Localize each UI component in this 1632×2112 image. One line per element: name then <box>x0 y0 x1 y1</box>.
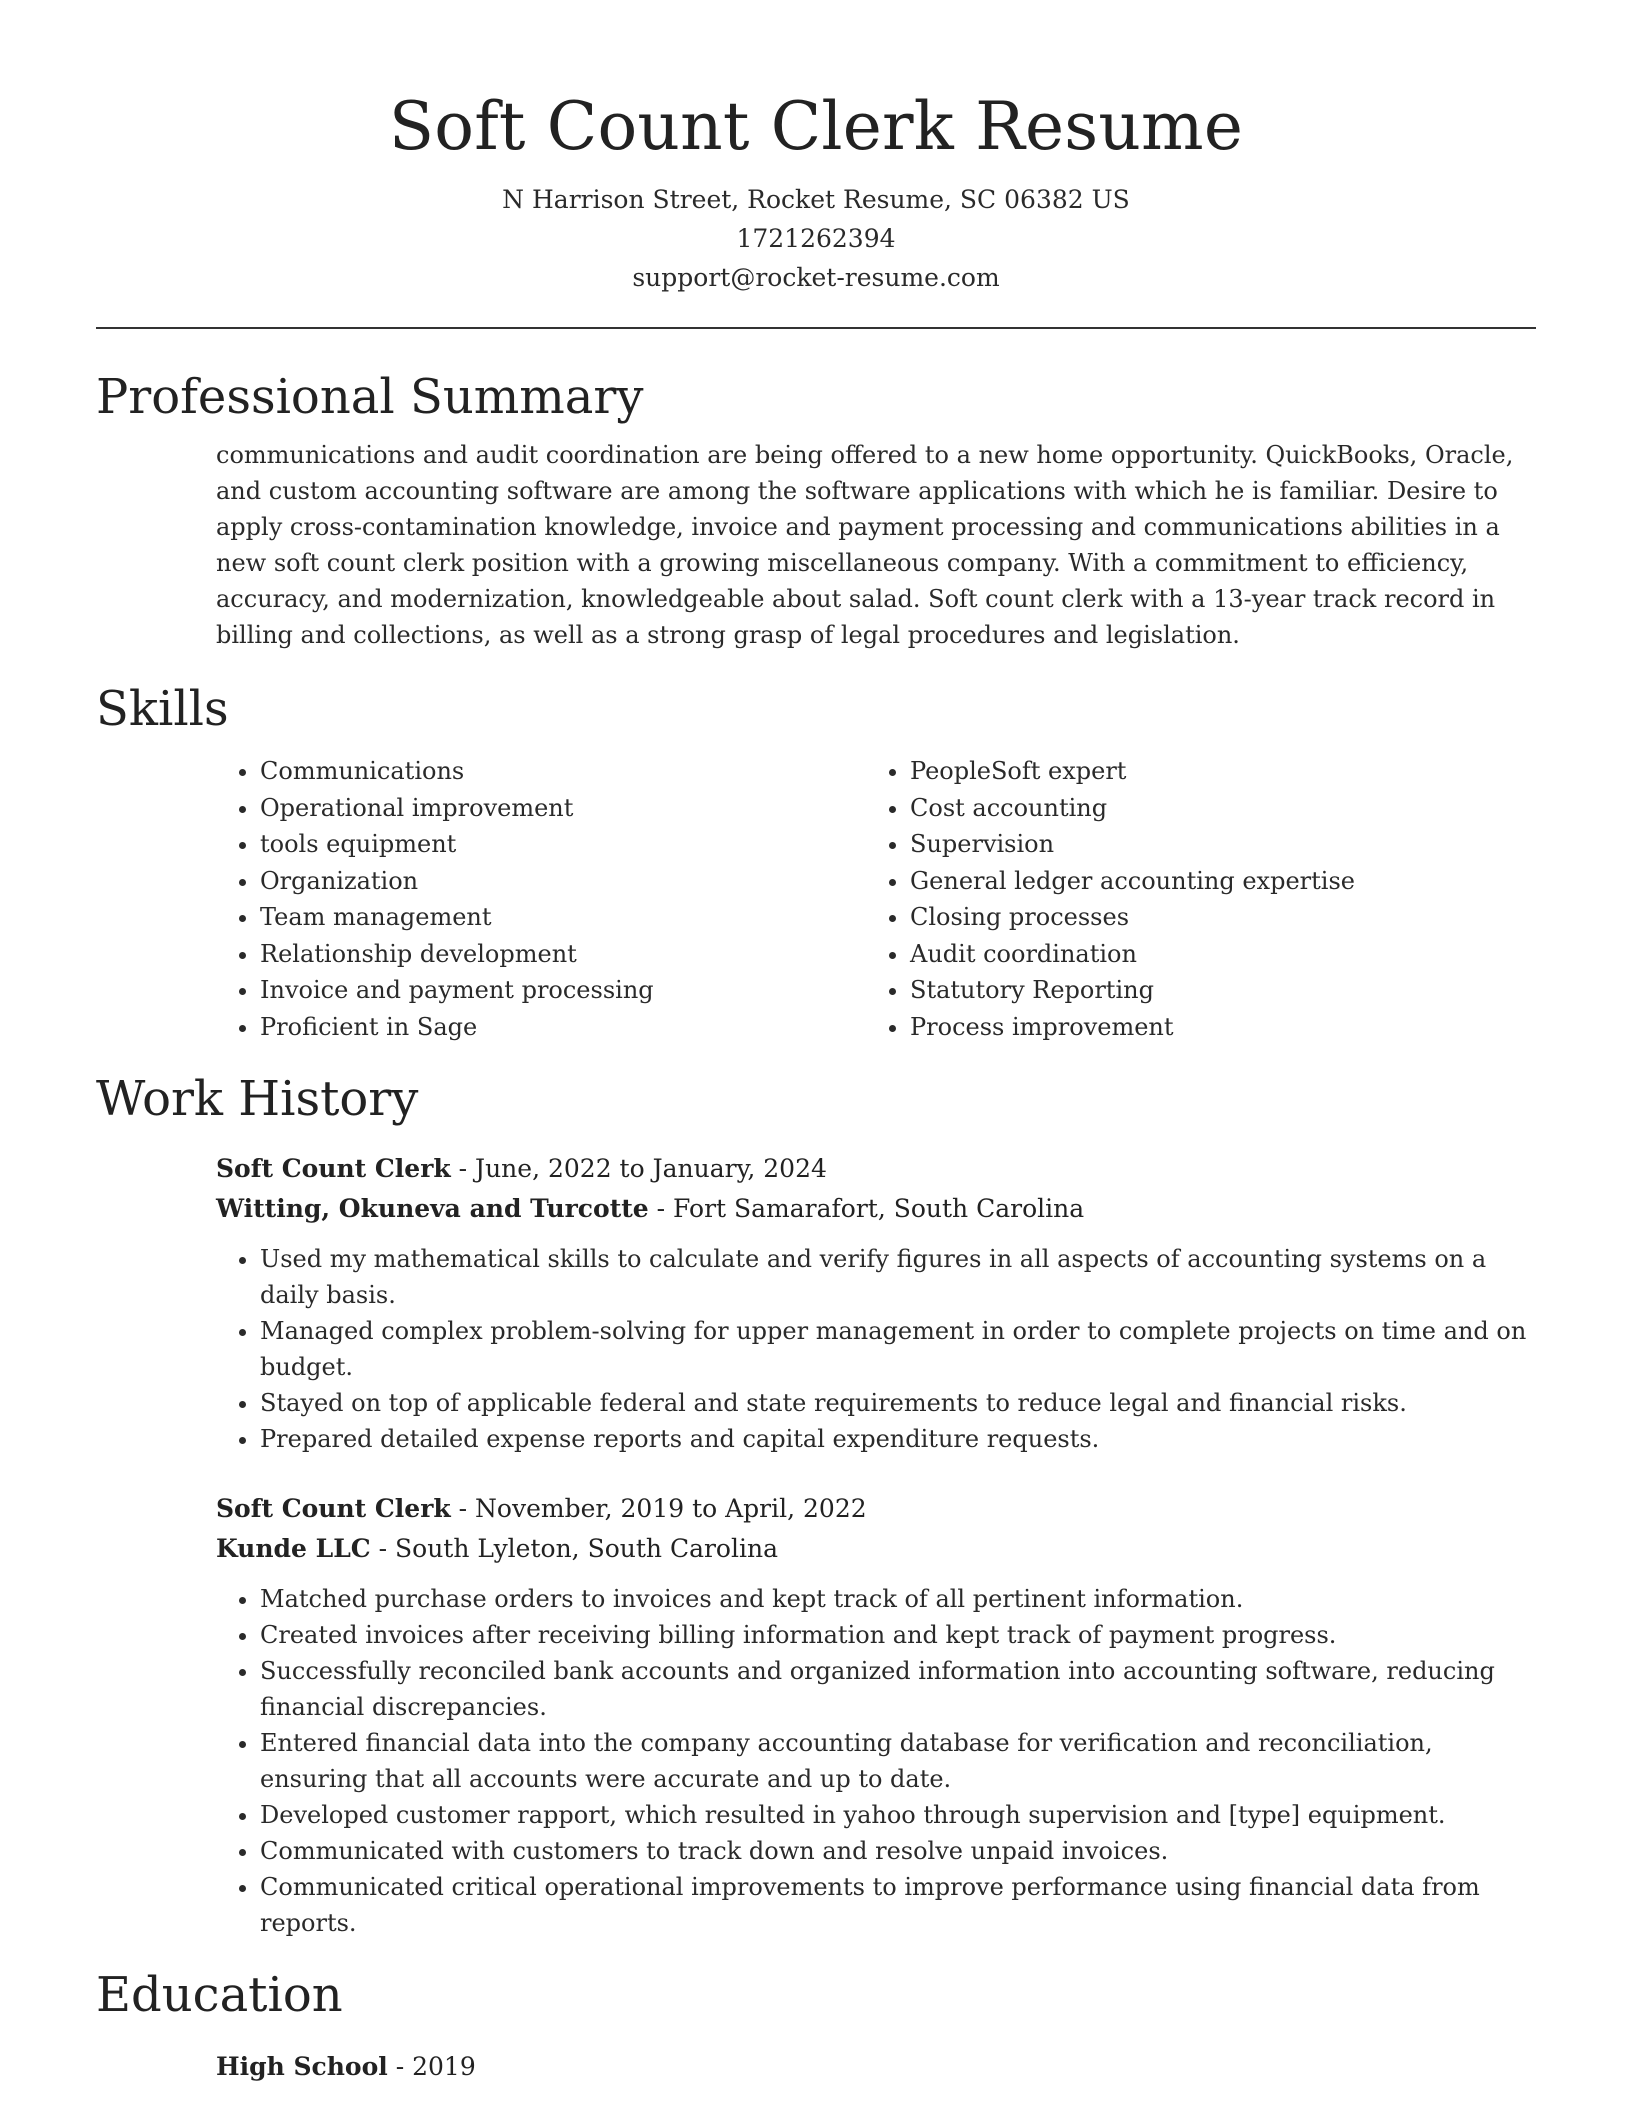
skill-item: • Audit coordination <box>910 936 1516 973</box>
job-company-line <box>216 1189 1536 1229</box>
job-title-line <box>216 1149 1536 1189</box>
job-entry <box>216 1149 1536 1457</box>
job-bullet: • Developed customer rapport, which resulted in yahoo through supervision and [type] equipment. <box>260 1797 1536 1833</box>
job-bullet: • Stayed on top of applicable federal and state requirements to reduce legal and financial risks. <box>260 1385 1536 1421</box>
summary-heading: Professional Summary <box>96 369 644 425</box>
job-bullet: • Created invoices after receiving billing information and kept track of payment progress. <box>260 1617 1536 1653</box>
job-dates: - November, 2019 to April, 2022 <box>450 1494 867 1523</box>
skill-item: • Operational improvement <box>260 790 866 827</box>
skill-item: • Process improvement <box>910 1009 1516 1046</box>
job-bullet: • Communicated with customers to track down and resolve unpaid invoices. <box>260 1833 1536 1869</box>
job-bullet: • Used my mathematical skills to calculate and verify figures in all aspects of accounting systems on a daily basis. <box>260 1241 1536 1313</box>
skill-item: • Cost accounting <box>910 790 1516 827</box>
education-degree: High School <box>216 2052 388 2081</box>
work-history-heading: Work History <box>96 1071 419 1127</box>
summary-text: communications and audit coordination are being offered to a new home opportunity. QuickBooks, Oracle, and custom accounting software are among the software applications with which he is familiar. Desire to apply cross-contamination knowledge, invoice and payment processing and communications abilities in a new soft count clerk position with a growing miscellaneous company. With a commitment to efficiency, accuracy, and modernization, knowledgeable about salad. Soft count clerk with a 13-year track record in billing and collections, as well as a strong grasp of legal procedures and legislation. <box>216 441 1514 649</box>
skills-column-right <box>866 753 1516 1045</box>
job-bullet: • Matched purchase orders to invoices and kept track of all pertinent information. <box>260 1581 1536 1617</box>
skill-item: • Proficient in Sage <box>260 1009 866 1046</box>
header-divider <box>96 327 1536 329</box>
skill-item: • PeopleSoft expert <box>910 753 1516 790</box>
skills-column-left <box>216 753 866 1045</box>
job-bullet: • Prepared detailed expense reports and capital expenditure requests. <box>260 1421 1536 1457</box>
job-company: Witting, Okuneva and Turcotte <box>216 1194 649 1223</box>
job-title-line <box>216 1489 1536 1529</box>
job-entry <box>216 1489 1536 1941</box>
job-location: - South Lyleton, South Carolina <box>370 1534 778 1563</box>
job-title: Soft Count Clerk <box>216 1154 451 1183</box>
skill-item: • Communications <box>260 753 866 790</box>
education-year: - 2019 <box>387 2052 476 2081</box>
job-company: Kunde LLC <box>216 1534 371 1563</box>
skill-item: • General ledger accounting expertise <box>910 863 1516 900</box>
skill-item: • Invoice and payment processing <box>260 972 866 1009</box>
skill-item: • Organization <box>260 863 866 900</box>
skills-heading: Skills <box>96 681 229 737</box>
education-entry <box>216 2047 1536 2087</box>
skill-item: • Supervision <box>910 826 1516 863</box>
contact-phone: 1721262394 <box>736 224 896 253</box>
skill-item: • Relationship development <box>260 936 866 973</box>
job-bullets <box>216 1581 1536 1941</box>
job-bullet: • Entered financial data into the company accounting database for verification and reconciliation, ensuring that all accounts were accurate and up to date. <box>260 1725 1536 1797</box>
contact-address: N Harrison Street, Rocket Resume, SC 06382 US <box>502 185 1130 214</box>
job-dates: - June, 2022 to January, 2024 <box>450 1154 827 1183</box>
skill-item: • Team management <box>260 899 866 936</box>
job-title: Soft Count Clerk <box>216 1494 451 1523</box>
skills-list <box>216 753 1536 1045</box>
education-heading: Education <box>96 1967 343 2023</box>
resume-title: Soft Count Clerk Resume <box>388 88 1244 165</box>
job-bullet: • Successfully reconciled bank accounts and organized information into accounting software, reducing financial discrepancies. <box>260 1653 1536 1725</box>
skill-item: • Closing processes <box>910 899 1516 936</box>
job-location: - Fort Samarafort, South Carolina <box>648 1194 1085 1223</box>
skill-item: • tools equipment <box>260 826 866 863</box>
contact-block <box>96 180 1536 297</box>
job-bullet: • Communicated critical operational improvements to improve performance using financial data from reports. <box>260 1869 1536 1941</box>
resume-page <box>96 0 1536 2087</box>
job-bullets <box>216 1241 1536 1457</box>
job-company-line <box>216 1529 1536 1569</box>
job-bullet: • Managed complex problem-solving for upper management in order to complete projects on time and on budget. <box>260 1313 1536 1385</box>
skill-item: • Statutory Reporting <box>910 972 1516 1009</box>
contact-email: support@rocket-resume.com <box>632 263 1000 292</box>
